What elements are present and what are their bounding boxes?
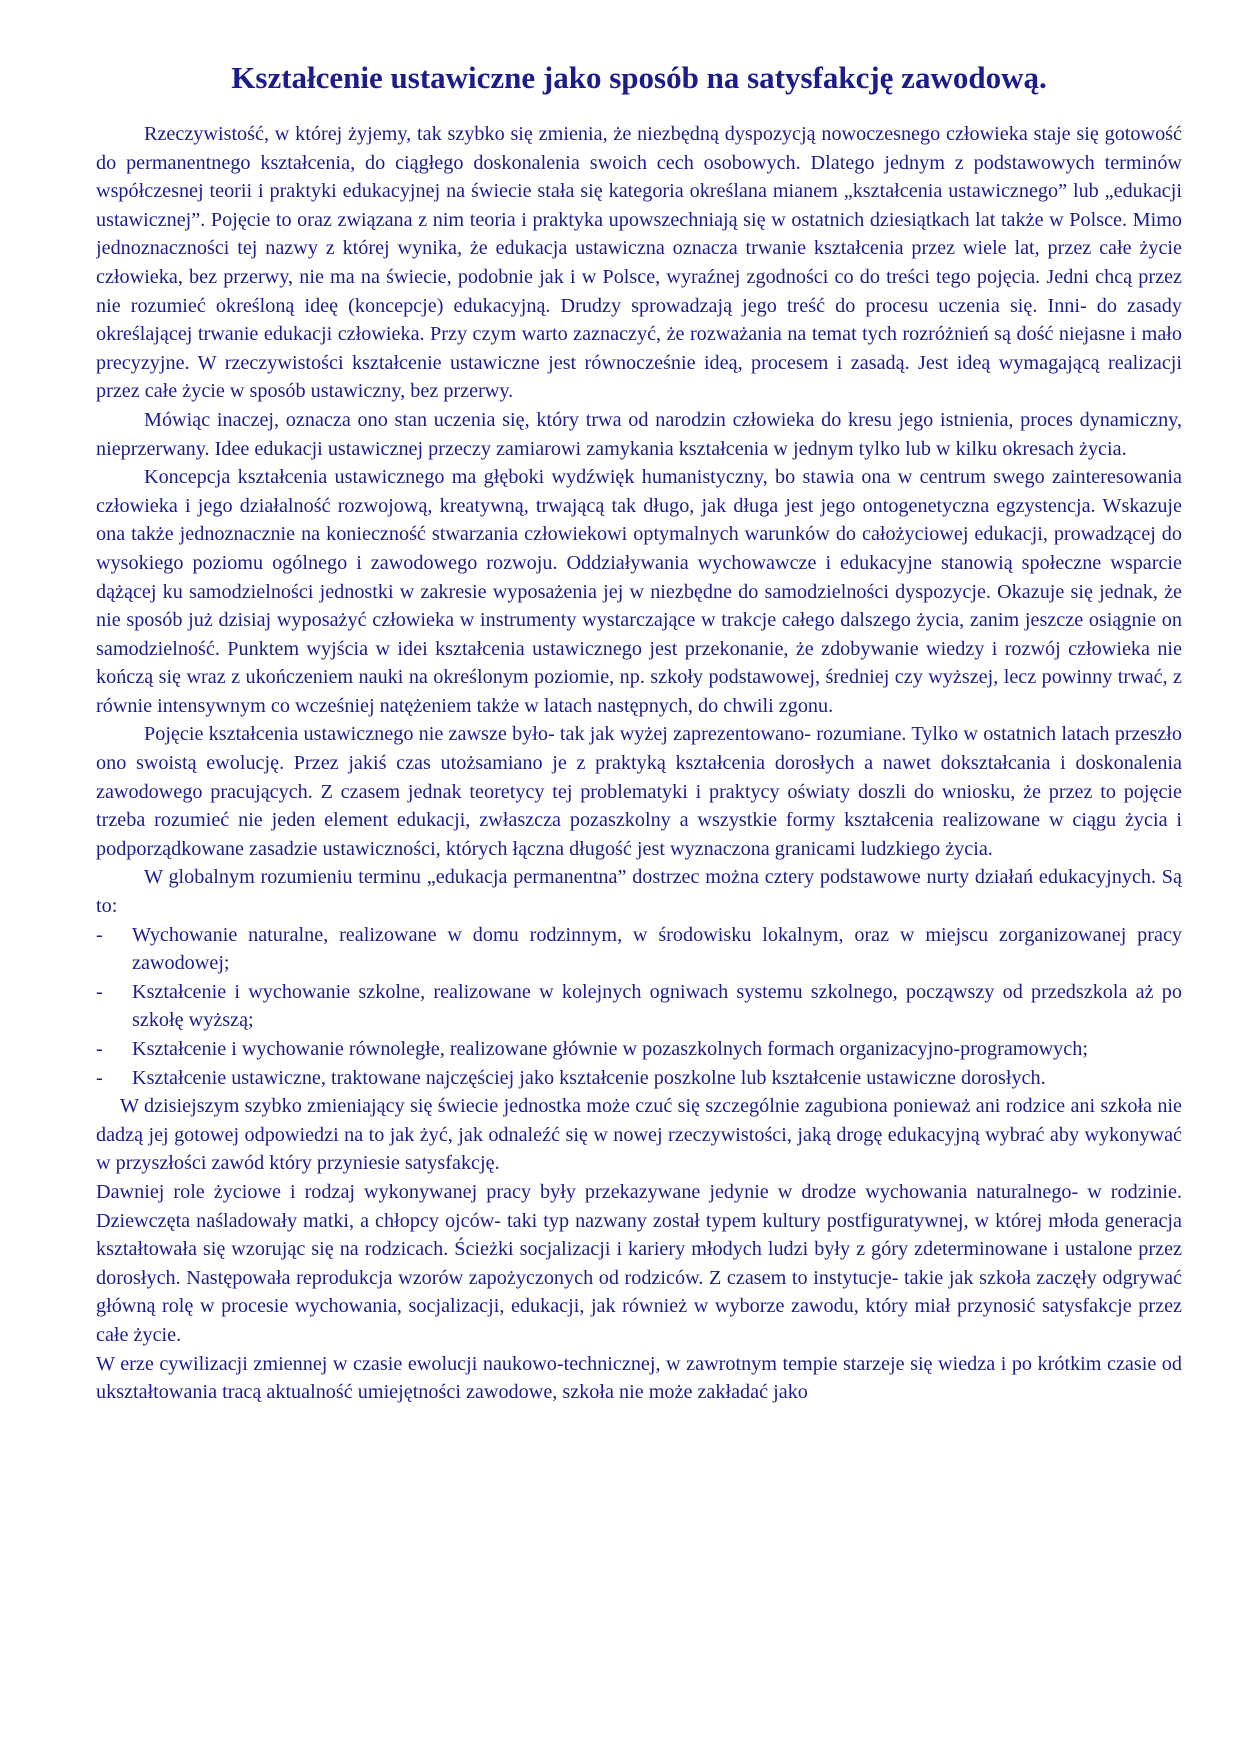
list-item-text: Kształcenie ustawiczne, traktowane najczęściej jako kształcenie poszkolne lub kształcenie ustawiczne dorosłych. — [132, 1066, 1046, 1089]
paragraph-8: W erze cywilizacji zmiennej w czasie ewolucji naukowo-technicznej, w zawrotnym tempie starzeje się wiedza i po krótkim czasie od ukształtowania tracą aktualność umiejętności zawodowe, szkoła nie może zakładać jako — [96, 1352, 1182, 1404]
list-item — [96, 1035, 1182, 1064]
paragraph-4: Pojęcie kształcenia ustawicznego nie zawsze było- tak jak wyżej zaprezentowano- rozumiane. Tylko w ostatnich latach przeszło ono swoistą ewolucję. Przez jakiś czas utożsamiano je z praktyką kształcenia dorosłych a nawet dokształcania i doskonalenia zawodowego pracujących. Z czasem jednak teoretycy tej problematyki i praktycy oświaty doszli do wniosku, że przez to pojęcie trzeba rozumieć nie jeden element edukacji, zwłaszcza pozaszkolny a wszystkie formy kształcenia realizowane w ciągu życia i podporządkowane zasadzie ustawiczności, których łączna długość jest wyznaczona granicami ludzkiego życia. — [96, 723, 1182, 860]
list-item — [96, 921, 1182, 978]
list-item-text: Wychowanie naturalne, realizowane w domu rodzinnym, w środowisku lokalnym, oraz w miejscu zorganizowanej pracy zawodowej; — [132, 923, 1182, 975]
paragraph-7: Dawniej role życiowe i rodzaj wykonywanej pracy były przekazywane jedynie w drodze wychowania naturalnego- w rodzinie. Dziewczęta naśladowały matki, a chłopcy ojców- taki typ nazwany został typem kultury postfiguratywnej, w której młoda generacja kształtowała się wzorując się na rodzicach. Ścieżki socjalizacji i kariery młodych ludzi były z góry zdeterminowane i ustalone przez dorosłych. Następowała reprodukcja wzorów zapożyczonych od rodziców. Z czasem to instytucje- takie jak szkoła zaczęły odgrywać główną rolę w procesie wychowania, socjalizacji, edukacji, jak również w wyborze zawodu, który miał przynosić satysfakcje przez całe życie. — [96, 1180, 1182, 1346]
list-item — [96, 1064, 1182, 1093]
paragraph-6: W dzisiejszym szybko zmieniający się świecie jednostka może czuć się szczególnie zagubiona ponieważ ani rodzice ani szkoła nie dadzą jej gotowej odpowiedzi na to jak żyć, jak odnaleźć się w nowej rzeczywistości, jaką drogę edukacyjną wybrać aby wykonywać w przyszłości zawód który przyniesie satysfakcję. — [96, 1095, 1182, 1175]
list-dash-marker: - — [96, 1066, 103, 1089]
paragraph-1: Rzeczywistość, w której żyjemy, tak szybko się zmienia, że niezbędną dyspozycją nowoczesnego człowieka staje się gotowość do permanentnego kształcenia, do ciągłego doskonalenia swoich cech osobowych. Dlatego jednym z podstawowych terminów współczesnej teorii i praktyki edukacyjnej na świecie stała się kategoria określana mianem „kształcenia ustawicznego” lub „edukacji ustawicznej”. Pojęcie to oraz związana z nim teoria i praktyka upowszechniają się w ostatnich dziesiątkach lat także w Polsce. Mimo jednoznaczności tej nazwy z której wynika, że edukacja ustawiczna oznacza trwanie kształcenia przez wiele lat, przez całe życie człowieka, bez przerwy, nie ma na świecie, podobnie jak i w Polsce, wyraźnej zgodności co do treści tego pojęcia. Jedni chcą przez nie rozumieć określoną ideę (koncepcje) edukacyjną. Drudzy sprowadzają jego treść do procesu uczenia się. Inni- do zasady określającej trwanie edukacji człowieka. Przy czym warto zaznaczyć, że rozważania na temat tych rozróżnień są dość niejasne i mało precyzyjne. W rzeczywistości kształcenie ustawiczne jest równocześnie ideą, procesem i zasadą. Jest ideą wymagającą realizacji przez całe życie w sposób ustawiczny, bez przerwy. — [96, 123, 1182, 403]
education-streams-list — [96, 921, 1182, 1093]
paragraph-3: Koncepcja kształcenia ustawicznego ma głęboki wydźwięk humanistyczny, bo stawia ona w centrum swego zainteresowania człowieka i jego działalność rozwojową, kreatywną, trwającą tak długo, jak długa jest jego ontogenetyczna egzystencja. Wskazuje ona także jednoznacznie na konieczność stwarzania człowiekowi optymalnych warunków do całożyciowej edukacji, prowadzącej do wysokiego poziomu ogólnego i zawodowego rozwoju. Oddziaływania wychowawcze i edukacyjne stanowią społeczne wsparcie dążącej ku samodzielności jednostki w zakresie wyposażenia jej w niezbędne do samodzielności dyspozycje. Okazuje się jednak, że nie sposób już dzisiaj wyposażyć człowieka w instrumenty wystarczające w trakcje całego dalszego życia, zanim jeszcze osiągnie on samodzielność. Punktem wyjścia w idei kształcenia ustawicznego jest przekonanie, że zdobywanie wiedzy i rozwój człowieka nie kończą się wraz z ukończeniem nauki na określonym poziomie, np. szkoły podstawowej, średniej czy wyższej, lecz powinny trwać, z równie intensywnym co wcześniej natężeniem także w latach następnych, do chwili zgonu. — [96, 466, 1182, 717]
list-item-text: Kształcenie i wychowanie szkolne, realizowane w kolejnych ogniwach systemu szkolnego, począwszy od przedszkola aż po szkołę wyższą; — [132, 980, 1182, 1032]
document-title: Kształcenie ustawiczne jako sposób na satysfakcję zawodową. — [231, 60, 1047, 95]
document-page — [96, 58, 1182, 1748]
list-dash-marker: - — [96, 923, 103, 946]
paragraph-5: W globalnym rozumieniu terminu „edukacja permanentna” dostrzec można cztery podstawowe nurty działań edukacyjnych. Są to: — [96, 866, 1182, 918]
paragraph-2: Mówiąc inaczej, oznacza ono stan uczenia się, który trwa od narodzin człowieka do kresu jego istnienia, proces dynamiczny, nieprzerwany. Idee edukacji ustawicznej przeczy zamiarowi zamykania kształcenia w jednym tylko lub w kilku okresach życia. — [96, 408, 1182, 460]
list-dash-marker: - — [96, 1038, 103, 1060]
list-dash-marker: - — [96, 980, 103, 1003]
list-item-text: Kształcenie i wychowanie równoległe, realizowane głównie w pozaszkolnych formach organizacyjno-programowych; — [132, 1038, 1088, 1060]
list-item — [96, 978, 1182, 1035]
